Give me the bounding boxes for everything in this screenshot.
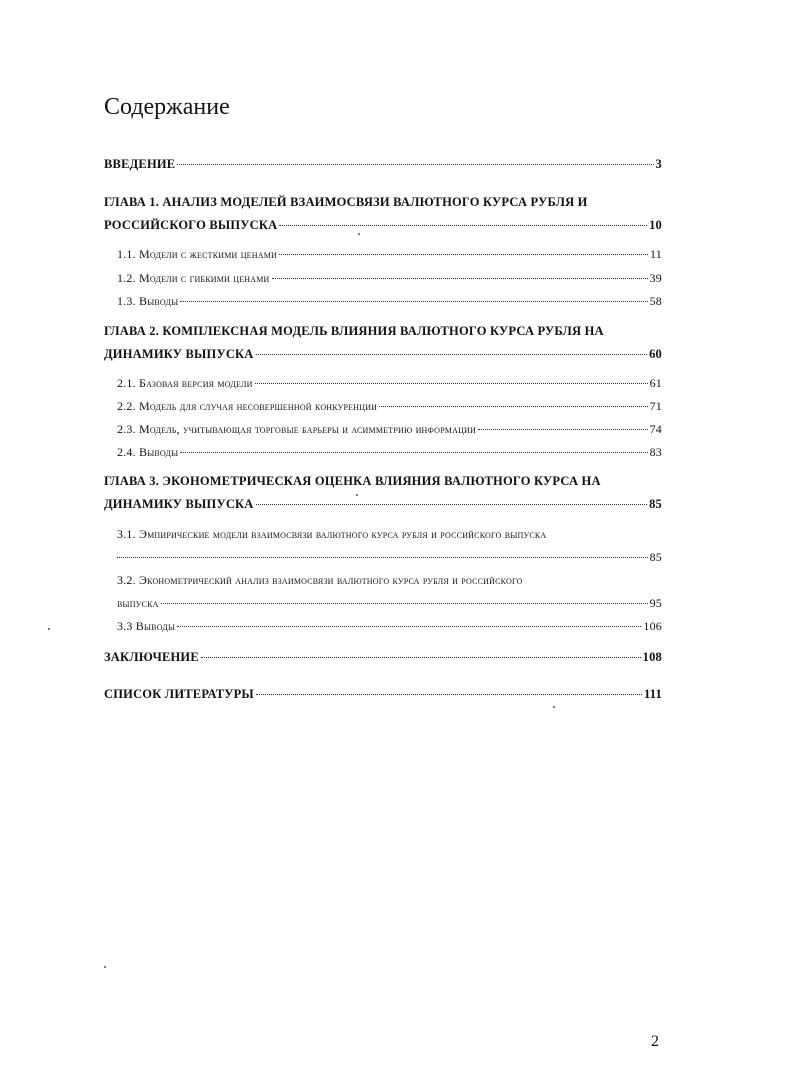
toc-page-number: 11 bbox=[650, 247, 662, 261]
toc-entry-3-1-line-1: 3.1. Эмпирические модели взаимосвязи валютного курса рубля и российского выпуска bbox=[117, 527, 547, 541]
toc-entry-label: ВВЕДЕНИЕ bbox=[104, 157, 176, 171]
toc-entry-3-2 bbox=[117, 594, 662, 612]
toc-page-number: 83 bbox=[649, 445, 662, 459]
scan-speck bbox=[553, 706, 555, 708]
toc-entry-label: 2.3. Модель, учитывающая торговые барьеры и асимметрию информации bbox=[117, 422, 476, 436]
toc-page-number: 61 bbox=[649, 376, 662, 390]
dot-leader bbox=[256, 504, 648, 505]
toc-page-number: 71 bbox=[649, 399, 662, 413]
toc-entry-references bbox=[104, 685, 662, 703]
toc-page-number: 85 bbox=[649, 497, 662, 511]
toc-chapter-3-line-1: ГЛАВА 3. ЭКОНОМЕТРИЧЕСКАЯ ОЦЕНКА ВЛИЯНИЯ ВАЛЮТНОГО КУРСА НА bbox=[104, 474, 601, 488]
toc-entry-conclusion bbox=[104, 648, 662, 666]
toc-chapter-1-line-1: ГЛАВА 1. АНАЛИЗ МОДЕЛЕЙ ВЗАИМОСВЯЗИ ВАЛЮТНОГО КУРСА РУБЛЯ И bbox=[104, 195, 588, 209]
toc-entry-label: ДИНАМИКУ ВЫПУСКА bbox=[104, 347, 254, 361]
toc-entry-label: ЗАКЛЮЧЕНИЕ bbox=[104, 650, 199, 664]
toc-entry-3-2-line-1: 3.2. Эконометрический анализ взаимосвязи валютного курса рубля и российского bbox=[117, 573, 523, 587]
page-title: Содержание bbox=[104, 94, 230, 120]
dot-leader bbox=[117, 557, 648, 558]
toc-entry-2-1 bbox=[117, 374, 662, 392]
dot-leader bbox=[201, 657, 641, 658]
toc-entry-label: 1.1. Модели с жесткими ценами bbox=[117, 247, 278, 261]
toc-page-number: 39 bbox=[649, 271, 662, 285]
toc-page-number: 108 bbox=[642, 650, 662, 664]
dot-leader bbox=[180, 301, 647, 302]
dot-leader bbox=[255, 383, 648, 384]
toc-page-number: 10 bbox=[649, 218, 662, 232]
toc-entry-3-1 bbox=[117, 548, 662, 566]
toc-entry-label: выпуска bbox=[117, 596, 159, 610]
page-number: 2 bbox=[651, 1033, 659, 1050]
scan-speck bbox=[104, 966, 106, 968]
toc-page-number: 58 bbox=[649, 294, 662, 308]
dot-leader bbox=[177, 164, 653, 165]
dot-leader bbox=[256, 354, 648, 355]
toc-page-number: 111 bbox=[644, 687, 662, 701]
dot-leader bbox=[177, 626, 641, 627]
toc-page-number: 60 bbox=[649, 347, 662, 361]
toc-page-number: 3 bbox=[655, 157, 662, 171]
toc-entry-2-2 bbox=[117, 397, 662, 415]
toc-entry-2-4 bbox=[117, 443, 662, 461]
toc-entry-chapter-2 bbox=[104, 345, 662, 363]
toc-page-number: 95 bbox=[649, 596, 662, 610]
toc-entry-label: ДИНАМИКУ ВЫПУСКА bbox=[104, 497, 254, 511]
toc-entry-label: 1.3. Выводы bbox=[117, 294, 179, 308]
toc-entry-3-3 bbox=[117, 617, 662, 635]
dot-leader bbox=[180, 452, 647, 453]
toc-chapter-2-line-1: ГЛАВА 2. КОМПЛЕКСНАЯ МОДЕЛЬ ВЛИЯНИЯ ВАЛЮТНОГО КУРСА РУБЛЯ НА bbox=[104, 324, 604, 338]
toc-entry-label: 2.2. Модель для случая несовершенной конкуренции bbox=[117, 399, 378, 413]
toc-entry-chapter-3 bbox=[104, 495, 662, 513]
dot-leader bbox=[478, 429, 648, 430]
toc-entry-label: 3.3 Выводы bbox=[117, 619, 176, 633]
scan-speck bbox=[356, 494, 358, 496]
scan-speck bbox=[48, 628, 50, 630]
dot-leader bbox=[379, 406, 647, 407]
toc-entry-chapter-1 bbox=[104, 216, 662, 234]
toc-entry-1-3 bbox=[117, 292, 662, 310]
dot-leader bbox=[279, 225, 647, 226]
dot-leader bbox=[272, 278, 648, 279]
toc-entry-label: 2.4. Выводы bbox=[117, 445, 179, 459]
toc-entry-label: РОССИЙСКОГО ВЫПУСКА bbox=[104, 218, 278, 232]
dot-leader bbox=[256, 694, 642, 695]
toc-entry-1-1 bbox=[117, 245, 662, 263]
toc-entry-label: 1.2. Модели с гибкими ценами bbox=[117, 271, 270, 285]
toc-entry-label: СПИСОК ЛИТЕРАТУРЫ bbox=[104, 687, 254, 701]
dot-leader bbox=[279, 254, 648, 255]
dot-leader bbox=[161, 603, 648, 604]
toc-entry-label: 2.1. Базовая версия модели bbox=[117, 376, 253, 390]
toc-entry-1-2 bbox=[117, 269, 662, 287]
scan-speck bbox=[358, 233, 360, 235]
toc-entry-2-3 bbox=[117, 420, 662, 438]
toc-entry-intro bbox=[104, 155, 662, 173]
toc-page-number: 74 bbox=[649, 422, 662, 436]
toc-page-number: 106 bbox=[643, 619, 662, 633]
toc-page-number: 85 bbox=[649, 550, 662, 564]
